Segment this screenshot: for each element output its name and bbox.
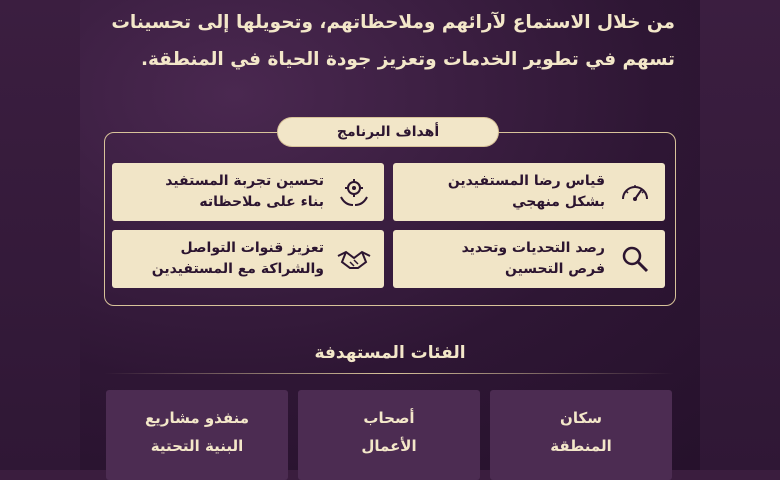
category-line: البنية التحتية <box>150 437 244 455</box>
category-card <box>298 390 480 480</box>
goal-card <box>393 230 665 288</box>
goal-card <box>393 163 665 221</box>
goals-title: أهداف البرنامج <box>278 118 498 146</box>
goal-line: قياس رضا المستفيدين <box>447 173 605 189</box>
goal-line: بناء على ملاحظاته <box>199 194 324 210</box>
goal-line: تعزيز قنوات التواصل <box>180 240 324 256</box>
category-line: منفذو مشاريع <box>144 409 250 427</box>
intro-paragraph <box>105 4 675 78</box>
intro-line: تسهم في تطوير الخدمات وتعزيز جودة الحياة في المنطقة. <box>140 49 675 70</box>
goal-card <box>112 230 384 288</box>
intro-line: من خلال الاستماع لآرائهم وملاحظاتهم، وتحويلها إلى تحسينات <box>111 12 675 33</box>
category-line: أصحاب <box>363 409 415 427</box>
goal-line: بشكل منهجي <box>512 194 605 210</box>
right-margin <box>700 0 780 470</box>
goal-text <box>462 238 605 280</box>
goal-line: رصد التحديات وتحديد <box>461 240 605 256</box>
goal-text <box>152 238 324 280</box>
category-line: المنطقة <box>550 437 612 455</box>
goal-line: فرص التحسين <box>504 261 605 277</box>
handshake-icon <box>332 237 376 281</box>
categories-title: الفئات المستهدفة <box>314 343 466 363</box>
goal-line: والشراكة مع المستفيدين <box>151 261 324 277</box>
magnifier-icon <box>613 237 657 281</box>
goal-text <box>448 171 605 213</box>
goal-card <box>112 163 384 221</box>
category-card <box>490 390 672 480</box>
gear-hands-icon <box>332 170 376 214</box>
gauge-icon <box>613 170 657 214</box>
divider <box>104 373 674 374</box>
category-card <box>106 390 288 480</box>
category-line: سكان <box>560 409 602 427</box>
category-line: الأعمال <box>361 437 417 455</box>
left-margin <box>0 0 80 470</box>
goal-text <box>165 171 324 213</box>
goal-line: تحسين تجربة المستفيد <box>165 173 324 189</box>
